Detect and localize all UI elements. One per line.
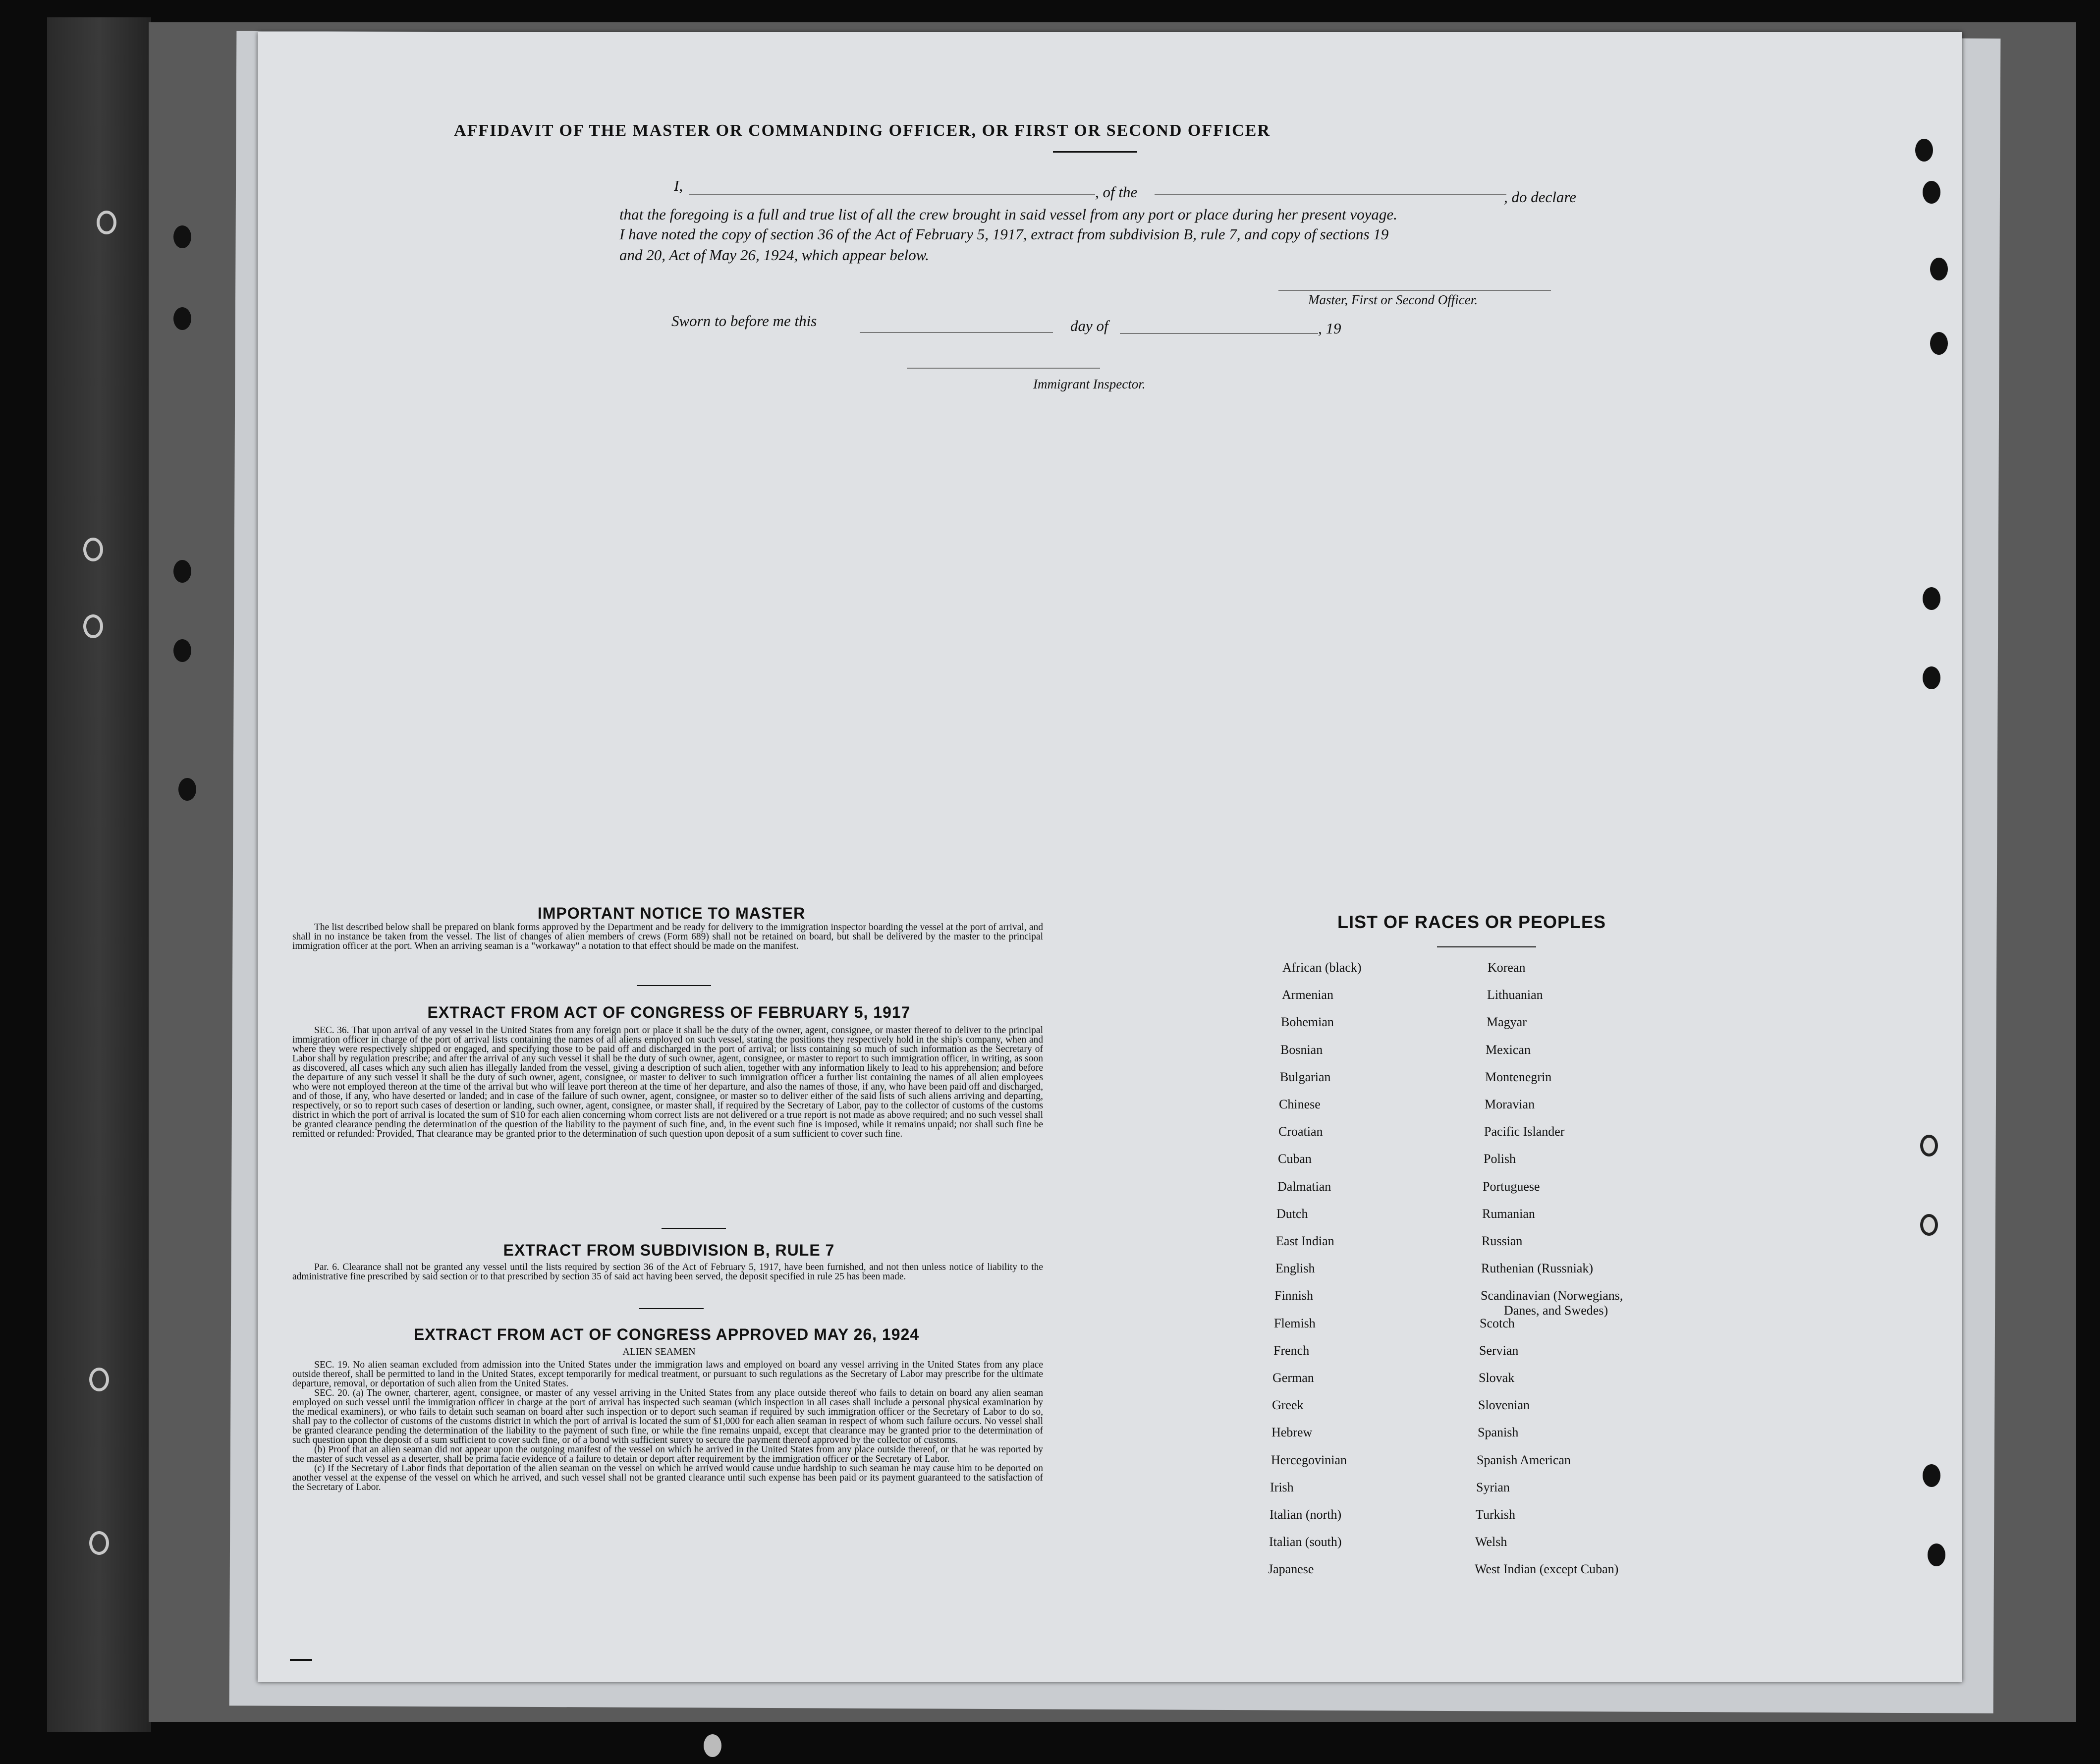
inspector-label: Immigrant Inspector. <box>1033 377 1146 391</box>
race-item: Hercegovinian <box>1271 1453 1347 1467</box>
section-rule <box>637 985 711 986</box>
subdivision-b-title: EXTRACT FROM SUBDIVISION B, RULE 7 <box>503 1241 835 1259</box>
subdivision-b-text: Par. 6. Clearance shall not be granted any vessel until the lists required by section 36 of the Act of February 5, 1917, have been furnished, and not then unless notice of liability to the administrative fine prescribed by said section or to that prescribed by section 35 of said act having been served, the deposit specified in rule 25 has been made. <box>292 1262 1043 1282</box>
binder-ring <box>97 211 116 234</box>
race-item: African (black) <box>1282 960 1362 975</box>
punch-hole <box>1928 1544 1945 1566</box>
punch-hole <box>704 1734 721 1757</box>
punch-hole <box>1920 1135 1938 1157</box>
race-item: Croatian <box>1278 1124 1323 1139</box>
race-item: Mexican <box>1486 1043 1531 1057</box>
race-item: Welsh <box>1475 1535 1507 1549</box>
title-rule <box>1053 151 1137 153</box>
extract-1924-text <box>292 1360 1043 1492</box>
races-title: LIST OF RACES OR PEOPLES <box>1337 912 1606 932</box>
declaration-line-3: and 20, Act of May 26, 1924, which appear below. <box>619 246 929 264</box>
extract-1917-text: SEC. 36. That upon arrival of any vessel in the United States from any foreign port or place it shall be the duty of the owner, agent, consignee, or master thereof to deliver to the principal immigration officer in charge of the port of arrival lists containing the names of all aliens employed on such vessel, stating the positions they respectively hold in the ship's company, when and where they were respectively shipped or engaged, and specifying those to be paid off and discharged in the port of arrival; or lists containing so much of such information as the Secretary of Labor shall by regulation prescribe; and after the arrival of any such vessel it shall be the duty of such owner, agent, consignee, or master to report to such immigration officer, in writing, as soon as discovered, all cases which any such alien has illegally landed from the vessel, giving a description of such alien, together with any information likely to lead to his apprehension; and before the departure of any such vessel it shall be the duty of such owner, agent, consignee, or master to deliver to such immigration officer a further list containing the names of all alien employees who were not employed thereon at the time of the arrival but who will leave port thereon at the time of her departure, and also the names of those, if any, who have been paid off and discharged, and of those, if any, who have deserted or landed; and in case of the failure of such owner, agent, consignee, or master so to deliver either of the said lists of such aliens arriving and departing, respectively, or so to report such cases of desertion or landing, such owner, agent, consignee, or master shall, if required by the Secretary of Labor, pay to the collector of customs of the customs district in which the port of arrival is located the sum of $10 for each alien concerning whom correct lists are not delivered or a true report is not made as above required; and no such vessel shall be granted clearance pending the determination of the question of the liability to the payment of such fine, and, in the event such fine is imposed, while it remains unpaid; nor shall such fine be remitted or refunded: Provided, That clearance may be granted prior to the determination of such question upon deposit of a sum sufficient to cover such fine. <box>292 1025 1043 1139</box>
race-item: Scotch <box>1480 1316 1515 1330</box>
punch-hole <box>178 778 196 801</box>
punch-hole <box>1923 1464 1940 1487</box>
race-item: Montenegrin <box>1485 1070 1552 1084</box>
section-rule <box>639 1308 704 1309</box>
race-item: Pacific Islander <box>1484 1124 1565 1139</box>
notice-text: The list described below shall be prepared on blank forms approved by the Department and be ready for delivery to the immigration inspector boarding the vessel at the port of arrival, and shall in no instance be taken from the vessel. The list of changes of alien members of crews (Form 689) shall not be retained on board, but shall be delivered by the master to the principal immigration officer at the port. When an arriving seaman is a "workaway" a notation to that effect should be made on the manifest. <box>292 922 1043 951</box>
punch-hole <box>173 307 191 330</box>
race-item: Portuguese <box>1483 1179 1540 1194</box>
punch-hole <box>173 560 191 583</box>
race-item: French <box>1273 1343 1310 1358</box>
sworn-month-line[interactable] <box>1120 333 1318 334</box>
binder-ring <box>89 1531 109 1555</box>
race-item: Italian (south) <box>1269 1535 1342 1549</box>
declare-text: , do declare <box>1504 188 1577 206</box>
race-item: Spanish <box>1478 1425 1519 1439</box>
year-text: , 19 <box>1318 320 1341 337</box>
sworn-text: Sworn to before me this <box>671 312 817 330</box>
punch-hole <box>173 225 191 248</box>
binder-spine <box>47 17 151 1732</box>
race-item: Bosnian <box>1280 1043 1323 1057</box>
race-item: Bohemian <box>1281 1015 1334 1029</box>
officer-signature-line[interactable] <box>1278 290 1551 291</box>
binder-ring <box>83 538 103 561</box>
punch-hole <box>1920 1214 1938 1236</box>
extract-1917-title: EXTRACT FROM ACT OF CONGRESS OF FEBRUARY 5, 1917 <box>427 1003 911 1021</box>
race-item: Korean <box>1488 960 1526 975</box>
race-item: Greek <box>1272 1398 1304 1412</box>
punch-hole <box>1923 181 1940 204</box>
vessel-label: , of the <box>1095 183 1138 201</box>
sec-20b-text: (b) Proof that an alien seaman did not appear upon the outgoing manifest of the vessel on which he arrived in the United States from any place outside thereof, or that he was reported by the master of such vessel as a deserter, shall be prima facie evidence of a failure to detain or deport after requirement by the immigration officer or the Secretary of Labor. <box>292 1444 1043 1464</box>
punch-hole <box>1930 332 1948 355</box>
race-item: West Indian (except Cuban) <box>1475 1562 1619 1576</box>
notice-title: IMPORTANT NOTICE TO MASTER <box>537 904 806 922</box>
punch-hole <box>173 639 191 662</box>
race-item: Armenian <box>1282 988 1333 1002</box>
section-rule <box>662 1228 726 1229</box>
extract-1924-subtitle: ALIEN SEAMEN <box>622 1346 696 1357</box>
affidavit-title: AFFIDAVIT OF THE MASTER OR COMMANDING OFFICER, OR FIRST OR SECOND OFFICER <box>454 121 1271 140</box>
race-item: Danes, and Swedes) <box>1504 1303 1608 1318</box>
vessel-name-line[interactable] <box>1155 194 1506 195</box>
punch-hole <box>1915 139 1933 162</box>
race-item: Cuban <box>1278 1152 1312 1166</box>
sec-20c-text: (c) If the Secretary of Labor finds that deportation of the alien seaman on the vessel on which he arrived would cause undue hardship to such seaman he may cause him to be deported on another vessel at the expense of the vessel on which he arrived, and such vessel shall not be granted clearance until such expense has been paid or its payment guaranteed to the satisfaction of the Secretary of Labor. <box>292 1463 1043 1492</box>
race-item: Syrian <box>1476 1480 1510 1494</box>
race-item: Chinese <box>1279 1097 1321 1111</box>
race-item: Russian <box>1482 1234 1523 1248</box>
race-item: Scandinavian (Norwegians, <box>1481 1288 1623 1303</box>
race-item: German <box>1272 1371 1314 1385</box>
race-item: English <box>1275 1261 1315 1275</box>
race-item: Dalmatian <box>1277 1179 1331 1194</box>
race-item: Dutch <box>1276 1207 1308 1221</box>
race-item: Bulgarian <box>1280 1070 1331 1084</box>
binder-ring <box>89 1368 109 1391</box>
declarant-label: I, <box>674 177 683 194</box>
race-item: Japanese <box>1268 1562 1314 1576</box>
race-item: Italian (north) <box>1270 1507 1342 1522</box>
sec-19-text: SEC. 19. No alien seaman excluded from admission into the United States under the immigration laws and employed on board any vessel arriving in the United States from any place outside thereof, shall be permitted to land in the United States, except temporarily for medical treatment, or pursuant to such regulations as the Secretary of Labor may prescribe for the ultimate departure, removal, or deportation of such alien from the United States. <box>292 1360 1043 1389</box>
sec-20a-text: SEC. 20. (a) The owner, charterer, agent, consignee, or master of any vessel arriving in the United States from any place outside thereof who fails to detain on board any alien seaman employed on such vessel until the immigration officer in charge at the port of arrival has inspected such seaman (which inspection in all cases shall include a personal physical examination by the medical examiners), or who fails to detain such seaman on board after such inspection or to deport such seaman if required by such immigration officer or the Secretary of Labor to do so, shall pay to the collector of customs of the customs district in which the port of arrival is located the sum of $1,000 for each alien seaman in respect of whom such failure occurs. No vessel shall be granted clearance pending the determination of the liability to the payment of such fine, or while the fine remains unpaid, except that clearance may be granted prior to the determination of such question upon the deposit of a sum sufficient to cover such fine, or of a bond with sufficient surety to secure the payment thereof approved by the collector of customs. <box>292 1388 1043 1445</box>
race-item: Hebrew <box>1271 1425 1313 1439</box>
race-item: Finnish <box>1274 1288 1314 1303</box>
margin-mark <box>290 1659 312 1661</box>
races-rule <box>1437 946 1536 947</box>
race-item: Magyar <box>1487 1015 1527 1029</box>
race-item: Ruthenian (Russniak) <box>1481 1261 1594 1275</box>
race-item: East Indian <box>1276 1234 1334 1248</box>
race-item: Flemish <box>1274 1316 1316 1330</box>
race-item: Rumanian <box>1482 1207 1535 1221</box>
race-item: Turkish <box>1476 1507 1515 1522</box>
race-item: Servian <box>1479 1343 1519 1358</box>
race-item: Slovenian <box>1478 1398 1530 1412</box>
declarant-name-line[interactable] <box>689 194 1095 195</box>
extract-1924-title: EXTRACT FROM ACT OF CONGRESS APPROVED MAY 26, 1924 <box>413 1325 920 1343</box>
punch-hole <box>1923 666 1940 689</box>
race-item: Irish <box>1270 1480 1294 1494</box>
declaration-line-1: that the foregoing is a full and true list of all the crew brought in said vessel from any port or place during her present voyage. <box>619 206 1397 223</box>
race-item: Slovak <box>1479 1371 1515 1385</box>
day-of-text: day of <box>1070 317 1108 334</box>
sworn-day-line[interactable] <box>860 332 1053 333</box>
officer-label: Master, First or Second Officer. <box>1308 292 1478 307</box>
race-item: Polish <box>1484 1152 1516 1166</box>
punch-hole <box>1930 258 1948 280</box>
inspector-signature-line[interactable] <box>907 368 1100 369</box>
race-item: Lithuanian <box>1487 988 1543 1002</box>
punch-hole <box>1923 587 1940 610</box>
race-item: Moravian <box>1485 1097 1535 1111</box>
binder-ring <box>83 614 103 638</box>
race-item: Spanish American <box>1477 1453 1571 1467</box>
declaration-line-2: I have noted the copy of section 36 of the Act of February 5, 1917, extract from subdivision B, rule 7, and copy of sections 19 <box>619 225 1389 243</box>
